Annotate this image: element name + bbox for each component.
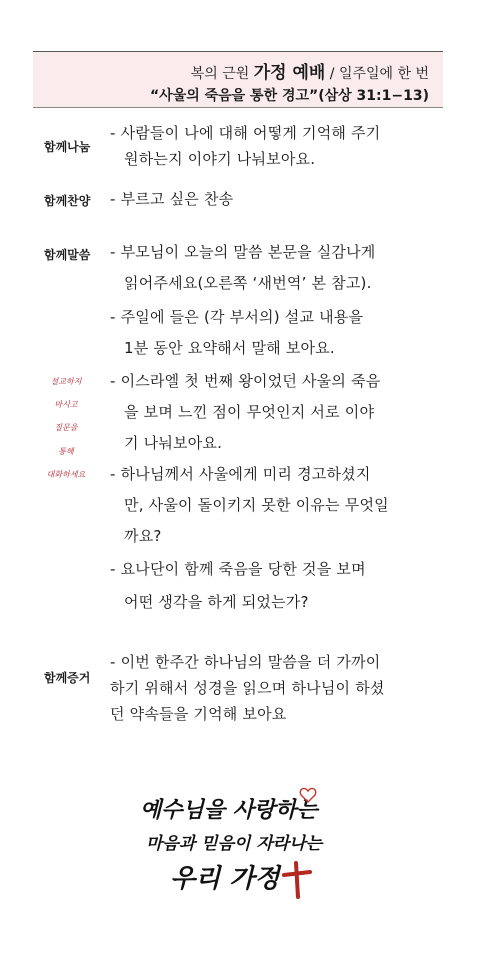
logo-line: 마음과 믿음이 자라나는 (146, 834, 323, 854)
side-note-line: 통해 (58, 447, 74, 456)
share-line: - 사람들이 나에 대해 어떻게 기억해 주기 (110, 124, 381, 142)
share-line: 원하는지 이야기 나눠보아요. (124, 150, 316, 168)
header-title: 가정 예배 (253, 63, 326, 83)
section-label-witness: 함께증거 (44, 671, 91, 685)
witness-line: 하기 위해서 성경을 읽으며 하나님이 하셨 (110, 679, 385, 697)
word-line: 1분 동안 요약해서 말해 보아요. (124, 339, 335, 357)
word-line: 읽어주세요(오른쪽 ‘새번역’ 본 참고). (124, 274, 372, 292)
calligraphy-logo (138, 783, 328, 903)
word-line: - 요나단이 함께 죽음을 당한 것을 보며 (110, 560, 366, 578)
side-note-line: 설교하지 (50, 377, 82, 386)
worship-header (33, 52, 443, 107)
word-line: - 부모님이 오늘의 말씀 본문을 실감나게 (110, 243, 376, 261)
header-suffix: / 일주일에 한 번 (329, 66, 429, 82)
word-line: 기 나눠보아요. (124, 434, 223, 452)
header-prefix: 복의 근원 (190, 66, 250, 82)
praise-line: - 부르고 싶은 찬송 (110, 190, 234, 208)
word-line: 만, 사울이 돌이키지 못한 이유는 무엇일 (124, 496, 389, 514)
word-line: - 주일에 들은 (각 부서의) 설교 내용을 (110, 308, 364, 326)
witness-line: - 이번 한주간 하나님의 말씀을 더 가까이 (110, 653, 381, 671)
word-line: - 하나님께서 사울에게 미리 경고하셨지 (110, 465, 371, 483)
section-label-praise: 함께찬양 (44, 194, 91, 208)
logo-line: 예수님을 사랑하는 (140, 797, 318, 823)
witness-line: 던 약속들을 기억해 보아요 (110, 705, 287, 723)
side-note-line: 질문을 (54, 423, 78, 432)
word-line: 어떤 생각을 하게 되었는가? (124, 593, 309, 611)
side-note-line: 대화하세요 (46, 470, 86, 479)
logo-line: 우리 가정 (170, 864, 280, 894)
sermon-title: “사울의 죽음을 통한 경고”(삼상 31:1−13) (149, 88, 429, 104)
side-note-line: 마시고 (54, 400, 78, 409)
word-line: 까요? (124, 527, 162, 545)
header-line1 (191, 58, 429, 83)
section-label-word: 함께말씀 (44, 248, 91, 262)
word-line: 을 보며 느낀 점이 무엇인지 서로 이야 (124, 403, 375, 421)
cross-icon (284, 863, 310, 897)
section-label-share: 함께나눔 (44, 140, 91, 154)
header-bottom-rule (33, 107, 443, 108)
word-line: - 이스라엘 첫 번째 왕이었던 사울의 죽음 (110, 372, 381, 390)
